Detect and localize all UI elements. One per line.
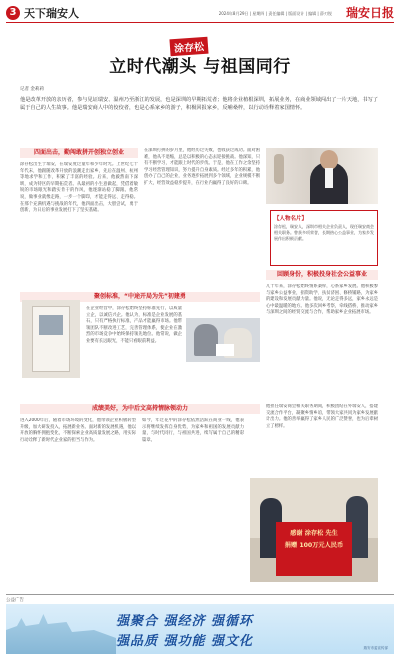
donation-board <box>276 522 352 576</box>
public-service-ad <box>6 604 394 654</box>
subhead-2: 聚创标准，“中途开局为先”初建勇 <box>20 292 260 302</box>
headline-title: 立时代潮头 与祖国同行 <box>109 57 291 77</box>
lead-paragraph: 他是改革开放的亲历者，参与见证瑞安、温州乃至浙江的发展，也是深圳的早期拓荒者；他将企业植根深圳，拓展业务，在商业领域闯出了一片天地，书写了属于自己的人生故事。他是瑞安商人中的佼佼者，也是心系家乡的游子，积极回报家乡，反哺桑梓，以行动诠释着家国情怀。 <box>20 97 378 111</box>
profile-card-text: 涂存松，瑞安人，深圳市相关企业负责人，现任瑞安商会相关职务。曾获多项荣誉，长期热心公益事业，为家乡发展作出积极贡献。 <box>274 224 374 241</box>
article-column-1: 涂存松出生于瑞安，在瑞安度过童年和少年时光。上世纪七十年代末，他跟随改革开放的浪潮走出家乡，先后在温州、杭州等地求学和工作，积累了丰富的经验。后来，他毅然南下深圳，成为特区的早期拓荒者。从最初的小生意做起，凭借着敏锐的市场眼光和踏实肯干的作风，他逐渐站稳了脚跟。他常说，做事业就像走路，一步一个脚印，才能走得远、走得稳。在那个充满机遇与挑战的年代，他四面出击，大胆尝试，勇于创新，为日后的事业发展打下了坚实基础。 <box>20 162 138 214</box>
book-photo <box>22 300 80 378</box>
byline: 记者 金莉莉 <box>20 87 44 92</box>
city-skyline-graphic <box>6 614 116 654</box>
meeting-photo <box>186 318 260 362</box>
section-name: 天下瑞安人 <box>24 7 79 20</box>
top-rule <box>6 22 394 23</box>
subhead-1: 四面出击，勤闯敢拼开创独立创业 <box>20 148 138 158</box>
article-column-6: 进入2000年后，随着市场环境的变化，他带领企业积极转型升级，加大研发投入，拓展新业务。面对新的发展机遇，他以开放的胸怀拥抱变化，不断探索企业高质量发展之路，用实际行动诠释了新时代企业家的担当与作为。 <box>20 418 136 443</box>
profile-card-title: 【人物名片】 <box>274 216 308 222</box>
article-column-2: 在深圳打拼的岁月里，他经历过失败，也收获过成功。面对困难，他从不退缩，总是以积极的心态去迎接挑战。他深知，只有不断学习，才能跟上时代的步伐。于是，他在工作之余坚持学习经营管理知识，努力提升自身素质。经过多年的积累，他创办了自己的企业，业务逐步拓展到多个领域，企业规模不断扩大，经营效益稳步提升，在行业内赢得了良好的口碑。 <box>144 148 260 186</box>
article-column-7: 如今，年过花甲的涂存松依然活跃在商业一线，他表示将继续发挥自身优势，为家乡和祖国的发展贡献力量，与时代同行，与祖国共进，续写属于自己的精彩篇章。 <box>142 418 244 443</box>
subhead-3: 回顾身份，积极投身社会公益事业 <box>266 270 378 280</box>
ad-slogan-row-2: 强品质 强功能 强文化 <box>116 634 254 649</box>
ad-footer: 瑞安市委宣传部 <box>363 646 388 650</box>
donation-ceremony-photo <box>250 478 378 582</box>
donation-board-line-1: 感谢 涂存松 先生 <box>290 530 338 537</box>
ad-label: 公益广告 <box>6 598 24 603</box>
newspaper-logo: 瑞安日报 <box>345 6 394 20</box>
article-column-3: 几十年来，涂存松始终情系桑梓，心系家乡发展。他积极参与家乡公益事业，捐资助学、扶贫济困、修桥铺路，为家乡的建设和发展贡献力量。他说，无论走得多远，家乡永远是心中最温暖的地方。他多次回乡考察，牵线搭桥，推动家乡与深圳之间的经贸交流与合作，帮助家乡企业拓展市场。 <box>266 284 378 316</box>
donation-board-line-2: 捐赠 100万元人民币 <box>284 542 344 549</box>
subhead-4: 成绩美好，为中后文高持情脉领动力 <box>20 404 260 414</box>
article-column-4: 他担任瑞安商会相关职务期间，积极团结在外瑞安人，搭建交流合作平台，凝聚乡情乡谊，带领大家共同为家乡发展献计出力。他的善举赢得了家乡人民的广泛赞誉，也为后辈树立了榜样。 <box>266 404 378 429</box>
ad-slogan-row-1: 强聚合 强经济 强循环 <box>116 614 254 629</box>
headline-kicker: 涂存松 <box>169 37 208 57</box>
profile-card <box>270 210 378 266</box>
article-column-5: 在企业经营中，涂存松始终坚持标准先行，以质量立企，以诚信兴企。他认为，标准是企业发展的基石，只有严格执行标准，产品才能赢得市场。他带领团队不断改进工艺，完善管理体系，使企业在激烈的市场竞争中始终保持领先地位。他常说，做企业要有长远眼光，不能只看眼前利益。 <box>86 306 182 344</box>
bottom-rule <box>6 594 394 595</box>
issue-info: 2024年8月29日 | 星期四 | 责任编辑 | 版面设计 | 编辑 | 薛刃锐 <box>218 11 332 16</box>
page-number-badge: 3 <box>6 6 20 20</box>
portrait-photo <box>266 148 378 204</box>
